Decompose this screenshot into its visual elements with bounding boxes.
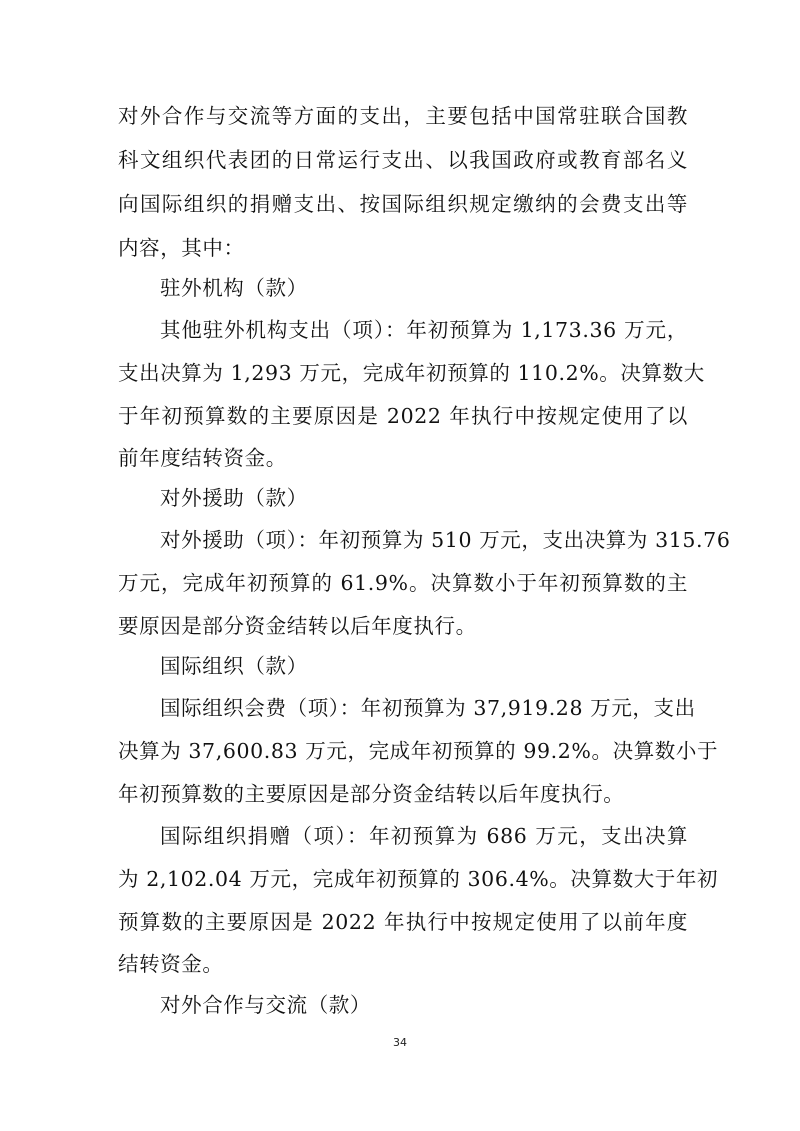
paragraph-line-11: 对外援助（项）：年初预算为 510 万元，支出决算为 315.76 [160,528,731,552]
paragraph-line-17: 年初预算数的主要原因是部分资金结转以后年度执行。 [118,782,625,806]
paragraph-line-12: 万元，完成年初预算的 61.9%。决算数小于年初预算数的主 [118,571,688,595]
page-number: 34 [393,1036,407,1049]
paragraph-line-4: 内容，其中： [118,236,245,260]
paragraph-line-6: 其他驻外机构支出（项）：年初预算为 1,173.36 万元， [160,318,688,342]
paragraph-line-20: 预算数的主要原因是 2022 年执行中按规定使用了以前年度 [118,910,688,934]
paragraph-line-16: 决算为 37,600.83 万元，完成年初预算的 99.2%。决算数小于 [118,739,719,763]
section-heading-foreign-aid: 对外援助（款） [160,486,308,510]
paragraph-line-18: 国际组织捐赠（项）：年初预算为 686 万元，支出决算 [160,824,688,848]
paragraph-line-7: 支出决算为 1,293 万元，完成年初预算的 110.2%。决算数大 [118,361,705,385]
paragraph-line-15: 国际组织会费（项）：年初预算为 37,919.28 万元，支出 [160,696,696,720]
section-heading-international-organizations: 国际组织（款） [160,654,308,678]
paragraph-line-8: 于年初预算数的主要原因是 2022 年执行中按规定使用了以 [118,404,688,428]
paragraph-line-2: 科文组织代表团的日常运行支出、以我国政府或教育部名义 [118,148,688,172]
paragraph-line-19: 为 2,102.04 万元，完成年初预算的 306.4%。决算数大于年初 [118,867,719,891]
paragraph-line-3: 向国际组织的捐赠支出、按国际组织规定缴纳的会费支出等 [118,192,688,216]
section-heading-overseas-institutions: 驻外机构（款） [160,276,308,300]
paragraph-line-13: 要原因是部分资金结转以后年度执行。 [118,614,477,638]
paragraph-line-1: 对外合作与交流等方面的支出，主要包括中国常驻联合国教 [118,104,688,128]
paragraph-line-9: 前年度结转资金。 [118,446,287,470]
section-heading-foreign-cooperation: 对外合作与交流（款） [160,993,371,1017]
paragraph-line-21: 结转资金。 [118,952,224,976]
